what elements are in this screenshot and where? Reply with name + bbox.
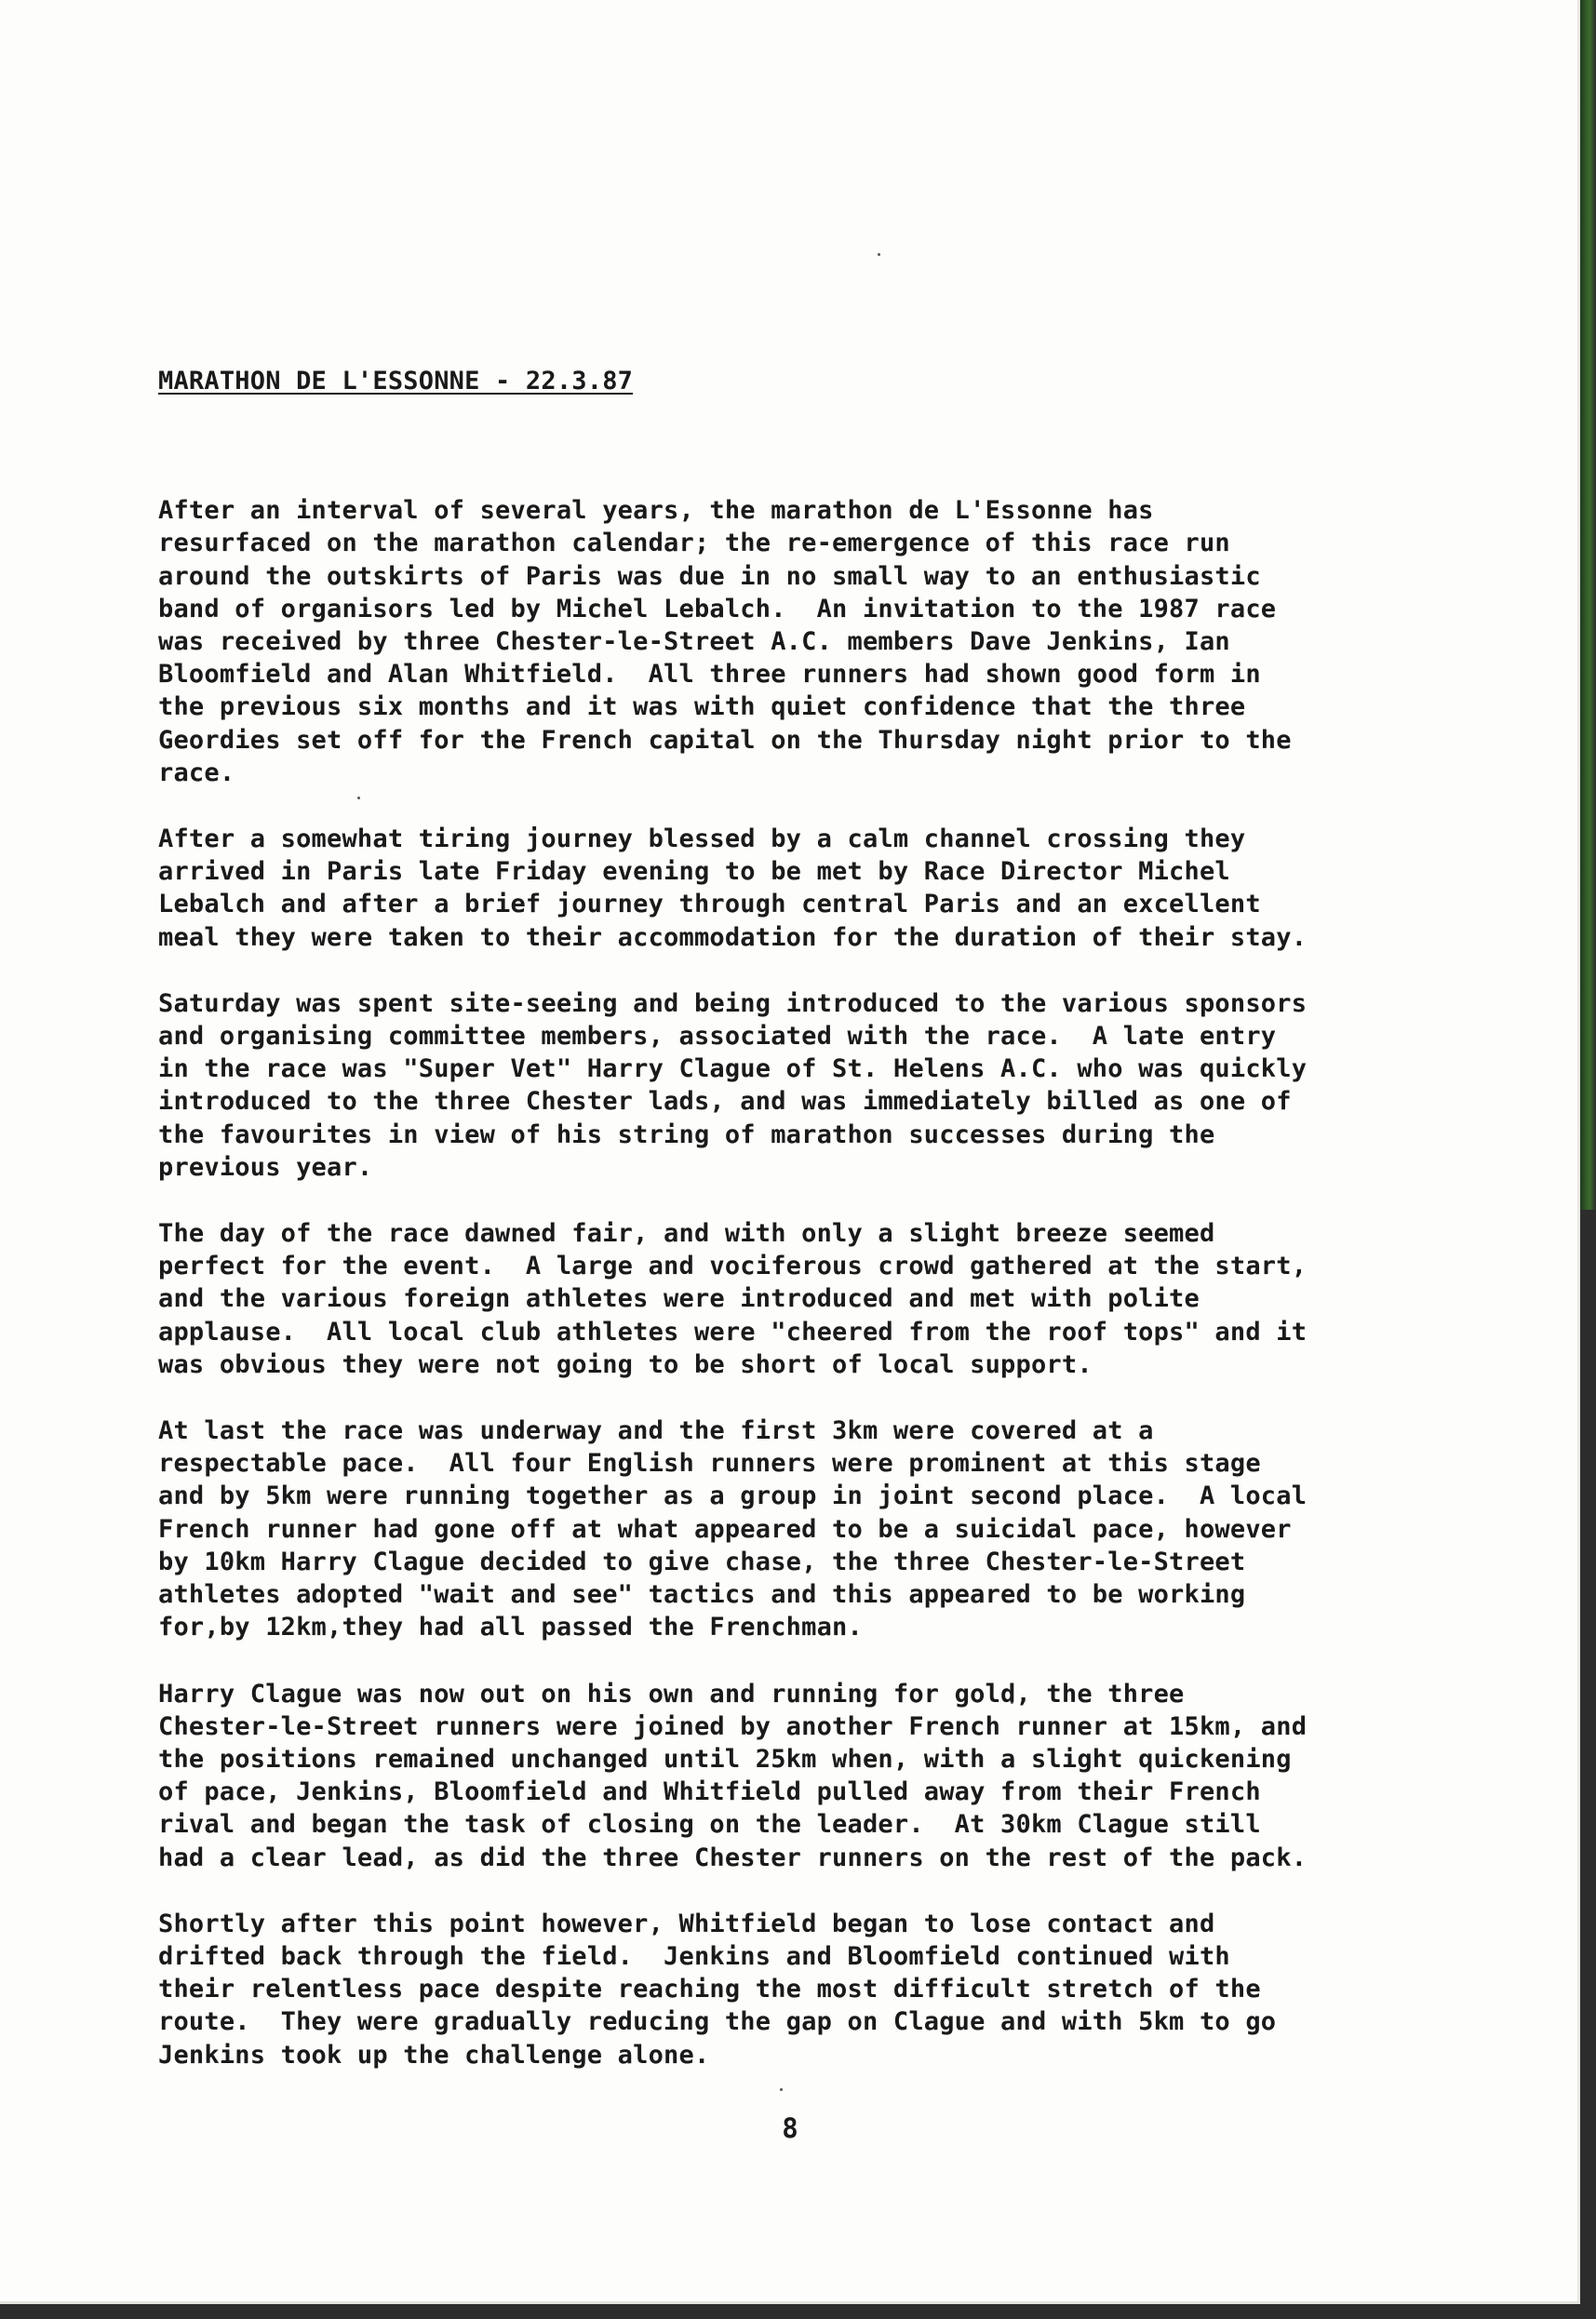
text-line: athletes adopted "wait and see" tactics and this appeared to be working [158,1580,1246,1610]
text-line: Bloomfield and Alan Whitfield. All three runners had shown good form in [158,660,1261,690]
text-line: The day of the race dawned fair, and with only a slight breeze seemed [158,1219,1215,1249]
text-line: respectable pace. All four English runners were prominent at this stage [158,1449,1261,1479]
paragraph [158,494,1405,789]
text-line: arrived in Paris late Friday evening to be met by Race Director Michel [158,857,1230,887]
text-line: After a somewhat tiring journey blessed by a calm channel crossing they [158,824,1246,854]
text-line: around the outskirts of Paris was due in no small way to an enthusiastic [158,561,1261,591]
text-line: the positions remained unchanged until 25km when, with a slight quickening [158,1744,1292,1774]
text-line: band of organisors led by Michel Lebalch. An invitation to the 1987 race [158,594,1277,623]
scan-edge-green [1580,0,1596,1210]
scan-edge-dark [1580,1210,1596,2319]
text-line: French runner had gone off at what appeared to be a suicidal pace, however [158,1514,1292,1544]
text-line: by 10km Harry Clague decided to give chase, the three Chester-le-Street [158,1547,1246,1576]
text-line: and the various foreign athletes were introduced and met with polite [158,1284,1200,1314]
text-line: drifted back through the field. Jenkins and Bloomfield continued with [158,1941,1230,1971]
text-line: introduced to the three Chester lads, and was immediately billed as one of [158,1087,1292,1117]
text-line: and by 5km were running together as a group in joint second place. A local [158,1481,1308,1511]
text-line: Jenkins took up the challenge alone. [158,2040,710,2070]
text-line: in the race was "Super Vet" Harry Clague of St. Helens A.C. who was quickly [158,1054,1308,1084]
paragraph [158,987,1405,1184]
paragraph [158,1414,1405,1643]
text-line: was obvious they were not going to be short of local support. [158,1349,1093,1379]
paragraph [158,1217,1405,1381]
document-body [158,365,1405,2105]
text-line: resurfaced on the marathon calendar; the re-emergence of this race run [158,529,1230,558]
text-line: the previous six months and it was with quiet confidence that the three [158,692,1246,722]
text-line: route. They were gradually reducing the gap on Clague and with 5km to go [158,2007,1277,2037]
dust-speck [878,253,880,256]
text-line: Shortly after this point however, Whitfield began to lose contact and [158,1909,1215,1938]
text-line: for,by 12km,they had all passed the Frenchman. [158,1613,863,1642]
text-line: race. [158,757,235,787]
text-line: applause. All local club athletes were "cheered from the roof tops" and it [158,1317,1308,1347]
text-line: Chester-le-Street runners were joined by another French runner at 15km, and [158,1711,1308,1741]
text-line: of pace, Jenkins, Bloomfield and Whitfield pulled away from their French [158,1777,1261,1807]
text-line: perfect for the event. A large and vociferous crowd gathered at the start, [158,1252,1308,1281]
text-line: Lebalch and after a brief journey through central Paris and an excellent [158,890,1261,919]
text-line: At last the race was underway and the first 3km were covered at a [158,1416,1154,1446]
text-line: previous year. [158,1152,373,1182]
text-line: After an interval of several years, the marathon de L'Essonne has [158,496,1154,526]
text-line: the favourites in view of his string of marathon successes during the [158,1119,1215,1149]
text-line: their relentless pace despite reaching the most difficult stretch of the [158,1975,1261,2004]
paragraph [158,1678,1405,1874]
text-line: was received by three Chester-le-Street A.C. members Dave Jenkins, Ian [158,627,1230,657]
text-line: rival and began the task of closing on the leader. At 30km Clague still [158,1810,1261,1840]
paragraph [158,823,1405,954]
paragraph [158,1908,1405,2071]
page-number: 8 [782,2112,798,2144]
text-line: had a clear lead, as did the three Chester runners on the rest of the pack. [158,1843,1308,1872]
text-line: Saturday was spent site-seeing and being introduced to the various sponsors [158,988,1308,1018]
text-line: Geordies set off for the French capital on the Thursday night prior to the [158,725,1292,755]
document-title: MARATHON DE L'ESSONNE - 22.3.87 [158,367,634,395]
text-line: Harry Clague was now out on his own and running for gold, the three [158,1679,1185,1709]
text-line: meal they were taken to their accommodation for the duration of their stay. [158,922,1308,952]
text-line: and organising committee members, associated with the race. A late entry [158,1022,1277,1052]
